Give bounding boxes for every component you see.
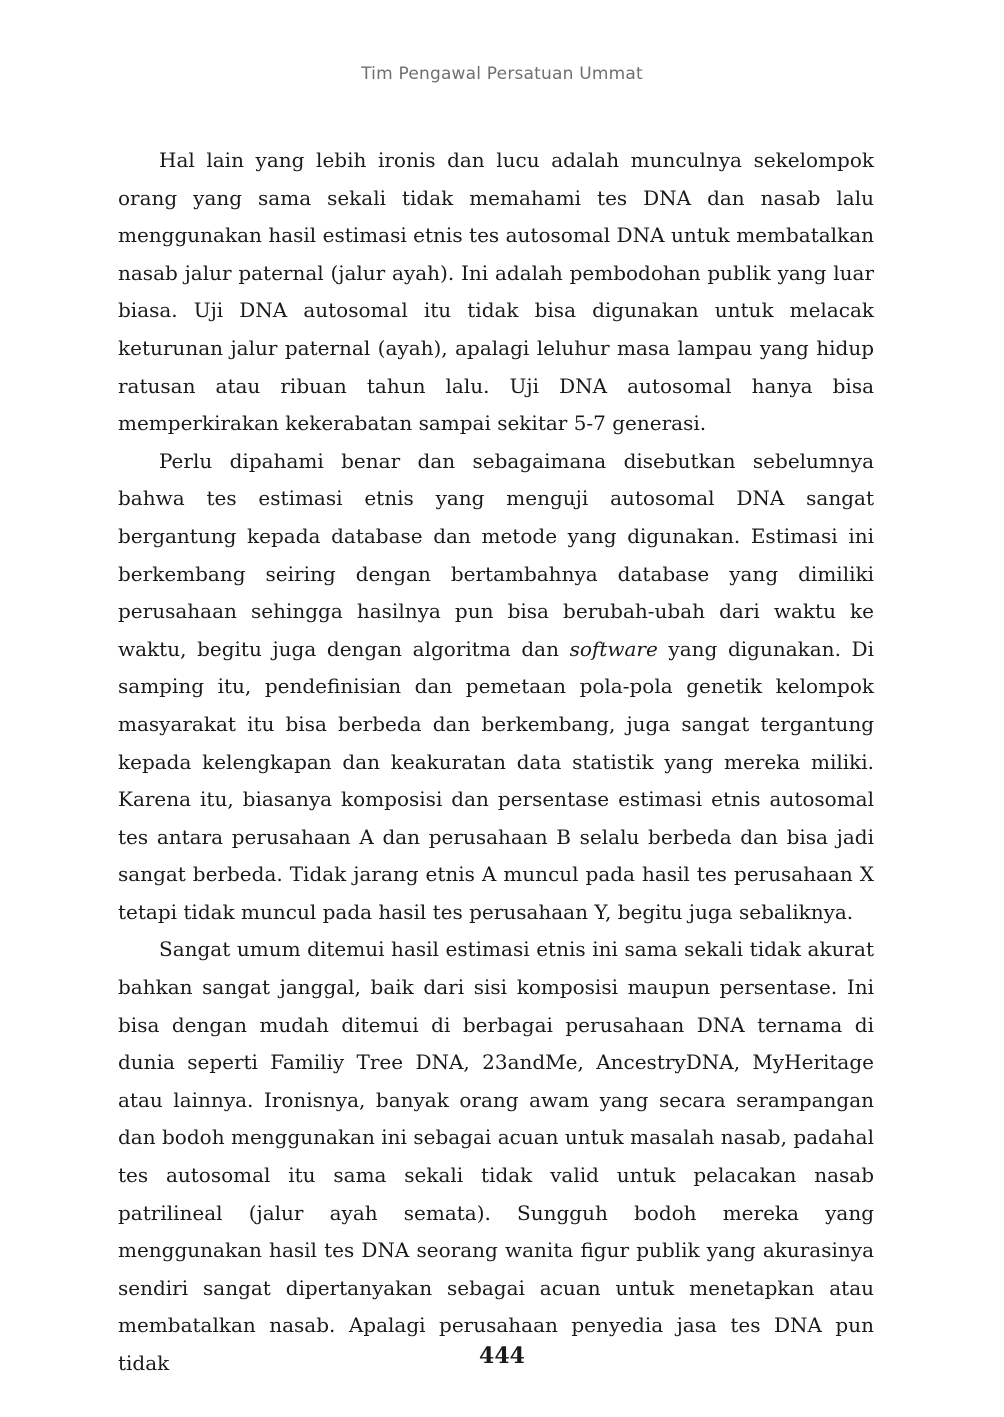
paragraph-3: Sangat umum ditemui hasil estimasi etnis ini sama sekali tidak akurat bahkan sangat janggal, baik dari sisi komposisi maupun persentase. Ini bisa dengan mudah ditemui di berbagai perusahaan DNA ternama di dunia seperti Familiy Tree DNA, 23andMe, AncestryDNA, MyHeritage atau lainnya. Ironisnya, banyak orang awam yang secara serampangan dan bodoh menggunakan ini sebagai acuan untuk masalah nasab, padahal tes autosomal itu sama sekali tidak valid untuk pelacakan nasab patrilineal (jalur ayah semata). Sungguh bodoh mereka yang menggunakan hasil tes DNA seorang wanita figur publik yang akurasinya sendiri sangat dipertanyakan sebagai acuan untuk menetapkan atau membatalkan nasab. Apalagi perusahaan penyedia jasa tes DNA pun tidak <box>118 937 874 1375</box>
paragraph-2-text-before-italic: Perlu dipahami benar dan sebagaimana disebutkan sebelumnya bahwa tes estimasi etnis yang menguji autosomal DNA sangat bergantung kepada database dan metode yang digunakan. Estimasi ini berkembang seiring dengan bertambahnya database yang dimiliki perusahaan sehingga hasilnya pun bisa berubah-ubah dari waktu ke waktu, begitu juga dengan algoritma dan <box>118 448 874 661</box>
paragraph-1: Hal lain yang lebih ironis dan lucu adalah munculnya sekelompok orang yang sama sekali tidak memahami tes DNA dan nasab lalu menggunakan hasil estimasi etnis tes autosomal DNA untuk membatalkan nasab jalur paternal (jalur ayah). Ini adalah pembodohan publik yang luar biasa. Uji DNA autosomal itu tidak bisa digunakan untuk melacak keturunan jalur paternal (ayah), apalagi leluhur masa lampau yang hidup ratusan atau ribuan tahun lalu. Uji DNA autosomal hanya bisa memperkirakan kekerabatan sampai sekitar 5-7 generasi. <box>118 148 874 436</box>
running-header: Tim Pengawal Persatuan Ummat <box>361 64 643 84</box>
paragraph-2-text-after-italic: yang digunakan. Di samping itu, pendefinisian dan pemetaan pola-pola genetik kelompok masyarakat itu bisa berbeda dan berkembang, juga sangat tergantung kepada kelengkapan dan keakuratan data statistik yang mereka miliki. Karena itu, biasanya komposisi dan persentase estimasi etnis autosomal tes antara perusahaan A dan perusahaan B selalu berbeda dan bisa jadi sangat berbeda. Tidak jarang etnis A muncul pada hasil tes perusahaan X tetapi tidak muncul pada hasil tes perusahaan Y, begitu juga sebaliknya. <box>118 636 874 924</box>
italic-term-software: software <box>569 636 658 661</box>
page-number: 444 <box>479 1343 525 1369</box>
body-text <box>118 142 874 1383</box>
paragraph-2 <box>118 443 874 932</box>
